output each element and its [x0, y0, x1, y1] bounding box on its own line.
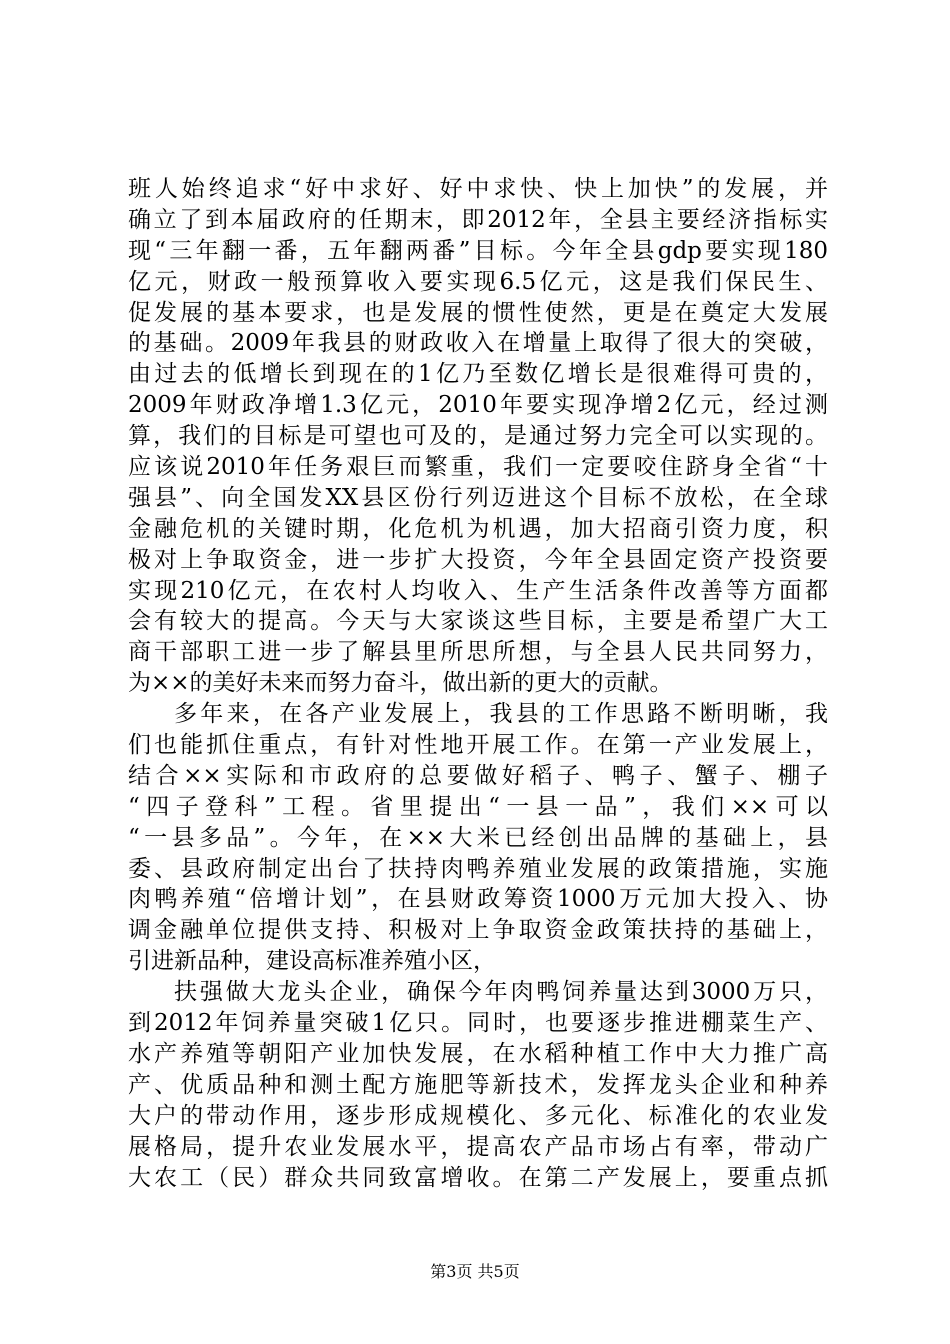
text-line: 亿元，财政一般预算收入要实现6.5亿元，这是我们保民生、 [128, 268, 828, 295]
page-footer: 第3页 共5页 [430, 1262, 520, 1281]
text-line: 大户的带动作用，逐步形成规模化、多元化、标准化的农业发 [128, 1102, 828, 1129]
text-line: 促发展的基本要求，也是发展的惯性使然，更是在奠定大发展 [128, 299, 828, 326]
text-line: 委、县政府制定出台了扶持肉鸭养殖业发展的政策措施，实施 [128, 855, 828, 882]
text-line: 大农工（民）群众共同致富增收。在第二产发展上，要重点抓 [128, 1164, 828, 1191]
text-line: 扶强做大龙头企业，确保今年肉鸭饲养量达到3000万只， [174, 979, 828, 1006]
text-line: 会有较大的提高。今天与大家谈这些目标，主要是希望广大工 [128, 608, 828, 635]
text-line: 为××的美好未来而努力奋斗，做出新的更大的贡献。 [128, 670, 673, 697]
text-line: 算，我们的目标是可望也可及的，是通过努力完全可以实现的。 [128, 423, 828, 450]
text-line: 调金融单位提供支持、积极对上争取资金政策扶持的基础上， [128, 917, 828, 944]
text-line: 强县”、向全国发XX县区份行列迈进这个目标不放松，在全球 [128, 484, 828, 511]
text-line: 2009年财政净增1.3亿元，2010年要实现净增2亿元，经过测 [128, 392, 828, 419]
text-line: “一县多品”。今年，在××大米已经创出品牌的基础上，县 [128, 824, 828, 851]
text-line: 商干部职工进一步了解县里所思所想，与全县人民共同努力， [128, 639, 828, 666]
text-line: 们也能抓住重点，有针对性地开展工作。在第一产业发展上， [128, 732, 828, 759]
text-line: 结合××实际和市政府的总要做好稻子、鸭子、蟹子、棚子 [128, 762, 828, 789]
text-line: 班人始终追求“好中求好、好中求快、快上加快”的发展，并 [128, 176, 828, 202]
text-line: 实现210亿元，在农村人均收入、生产生活条件改善等方面都 [128, 577, 828, 604]
text-line: 应该说2010年任务艰巨而繁重，我们一定要咬住跻身全省“十 [128, 454, 828, 481]
text-line: 水产养殖等朝阳产业加快发展，在水稻种植工作中大力推广高 [128, 1040, 828, 1067]
text-line: 的基础。2009年我县的财政收入在增量上取得了很大的突破， [128, 330, 828, 357]
text-line: 确立了到本届政府的任期末，即2012年，全县主要经济指标实 [128, 206, 828, 233]
text-line: “四子登科”工程。省里提出“一县一品”，我们××可以 [128, 793, 828, 820]
body-text [128, 174, 828, 1193]
text-line: 极对上争取资金，进一步扩大投资，今年全县固定资产投资要 [128, 546, 828, 573]
text-line: 引进新品种，建设高标准养殖小区， [128, 948, 496, 975]
text-line: 现“三年翻一番，五年翻两番”目标。今年全县gdp要实现180 [128, 237, 828, 264]
text-line: 产、优质品种和测土配方施肥等新技术，发挥龙头企业和种养 [128, 1071, 828, 1098]
text-line: 展格局，提升农业发展水平，提高农产品市场占有率，带动广 [128, 1133, 828, 1160]
text-line: 肉鸭养殖“倍增计划”，在县财政筹资1000万元加大投入、协 [128, 886, 828, 913]
text-line: 金融危机的关键时期，化危机为机遇，加大招商引资力度，积 [128, 515, 828, 542]
text-line: 到2012年饲养量突破1亿只。同时，也要逐步推进棚菜生产、 [128, 1010, 828, 1037]
text-line: 由过去的低增长到现在的1亿乃至数亿增长是很难得可贵的， [128, 361, 828, 388]
text-line: 多年来，在各产业发展上，我县的工作思路不断明晰，我 [174, 701, 828, 728]
